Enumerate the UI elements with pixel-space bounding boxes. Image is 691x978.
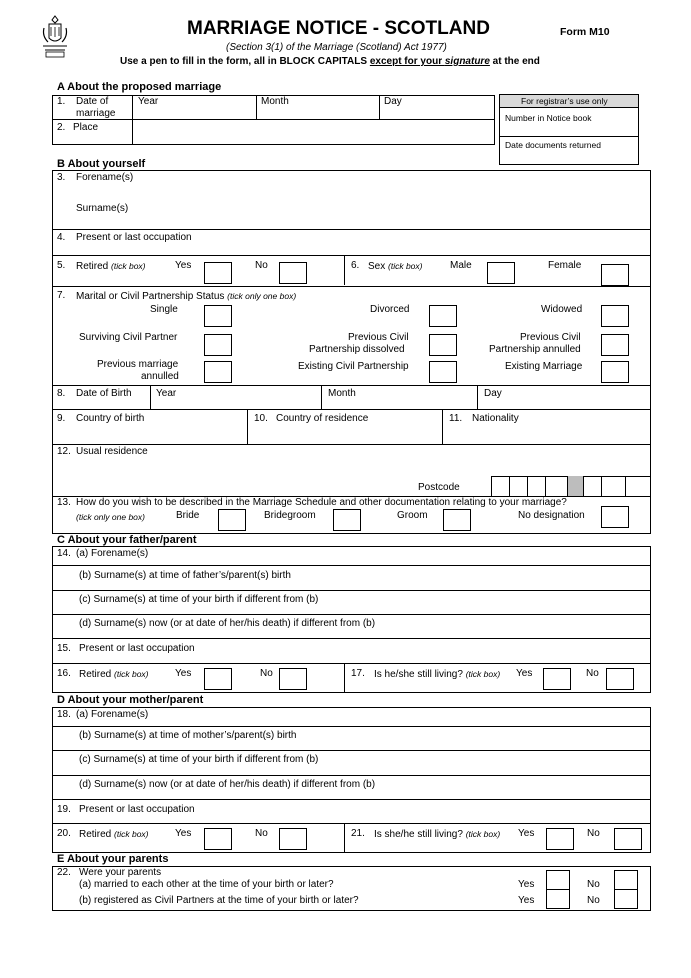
surviving-cp-label: Surviving Civil Partner: [79, 332, 178, 343]
father-surname-now-label[interactable]: (d) Surname(s) now (or at date of her/his death) if different from (b): [79, 618, 376, 629]
q13-question: How do you wish to be described in the Marriage Schedule and other documentation relating to your marriage?: [76, 497, 567, 508]
retired-text: Retired: [76, 261, 109, 272]
dob-label: Date of Birth: [76, 388, 132, 399]
bridegroom-checkbox[interactable]: [333, 509, 361, 531]
marriage-day-field[interactable]: Day: [384, 96, 402, 107]
father-retired-text: Retired: [79, 669, 112, 680]
groom-checkbox[interactable]: [443, 509, 471, 531]
male-checkbox[interactable]: [487, 262, 515, 284]
q3-number: 3.: [57, 172, 66, 183]
dob-year-field[interactable]: Year: [156, 388, 177, 399]
section-e-title: E About your parents: [57, 853, 169, 865]
father-occupation-label[interactable]: Present or last occupation: [79, 643, 195, 654]
mother-living-yes-checkbox[interactable]: [546, 828, 574, 850]
instr-part-a: Use a pen to fill in the form, all in BLOCK CAPITALS: [120, 56, 370, 67]
mother-retired-text: Retired: [79, 829, 112, 840]
parents-cp-no-label: No: [587, 895, 600, 906]
prev-cp-dissolved-checkbox[interactable]: [429, 334, 457, 356]
mother-living-text: Is she/he still living?: [374, 829, 463, 840]
existing-cp-checkbox[interactable]: [429, 361, 457, 383]
father-living-no-label: No: [586, 668, 599, 679]
mother-retired-yes-checkbox[interactable]: [204, 828, 232, 850]
father-living-label: [374, 668, 500, 681]
q16-number: 16.: [57, 668, 71, 679]
mother-tickbox-hint: (tick box): [114, 829, 149, 839]
father-retired-no-checkbox[interactable]: [279, 668, 307, 690]
prev-cp-annulled-label-2: Partnership annulled: [489, 344, 581, 355]
q20-number: 20.: [57, 828, 71, 839]
instr-part-d: at the end: [489, 56, 540, 67]
female-label: Female: [548, 260, 582, 271]
q19-number: 19.: [57, 804, 71, 815]
father-forenames-label[interactable]: (a) Forename(s): [76, 548, 149, 559]
occupation-label[interactable]: Present or last occupation: [76, 232, 192, 243]
prev-cp-annulled-checkbox[interactable]: [601, 334, 629, 356]
father-living-no-checkbox[interactable]: [606, 668, 634, 690]
bride-label: Bride: [176, 510, 200, 521]
q15-number: 15.: [57, 643, 71, 654]
prev-marriage-annulled-checkbox[interactable]: [204, 361, 232, 383]
mother-retired-yes-label: Yes: [175, 828, 192, 839]
dob-day-field[interactable]: Day: [484, 388, 502, 399]
prev-cp-dissolved-label-1: Previous Civil: [348, 332, 409, 343]
instr-part-c: signature: [444, 56, 490, 67]
retired-no-label: No: [255, 260, 268, 271]
postcode-label: Postcode: [418, 482, 460, 493]
section-a-title: A About the proposed marriage: [57, 81, 222, 93]
mother-retired-no-label: No: [255, 828, 268, 839]
father-retired-yes-label: Yes: [175, 668, 192, 679]
marriage-year-field[interactable]: Year: [138, 96, 159, 107]
father-living-yes-checkbox[interactable]: [543, 668, 571, 690]
marriage-place-field[interactable]: [133, 120, 494, 144]
tickbox-hint: (tick box): [111, 261, 146, 271]
parents-cp-label: (b) registered as Civil Partners at the time of your birth or later?: [79, 895, 359, 906]
single-checkbox[interactable]: [204, 305, 232, 327]
postcode-boxes[interactable]: [491, 476, 651, 496]
marriage-month-field[interactable]: Month: [261, 96, 289, 107]
q11-number: 11.: [449, 413, 463, 424]
divorced-checkbox[interactable]: [429, 305, 457, 327]
mother-living-no-checkbox[interactable]: [614, 828, 642, 850]
registrar-date-docs: Date documents returned: [505, 140, 601, 150]
groom-label: Groom: [397, 510, 428, 521]
usual-residence-label[interactable]: Usual residence: [76, 446, 148, 457]
marital-status-label: [76, 290, 296, 303]
q14-number: 14.: [57, 548, 71, 559]
registrar-title: For registrar’s use only: [521, 96, 608, 106]
prev-marriage-annulled-label-2: annulled: [141, 371, 179, 382]
section-c-title: C About your father/parent: [57, 534, 197, 546]
tick-one-hint: (tick only one box): [227, 291, 297, 301]
tickbox-hint-sex: (tick box): [388, 261, 423, 271]
parents-married-no-checkbox[interactable]: [614, 870, 638, 890]
q9-number: 9.: [57, 413, 66, 424]
widowed-label: Widowed: [541, 304, 583, 315]
country-of-birth-label[interactable]: Country of birth: [76, 413, 145, 424]
surnames-label[interactable]: Surname(s): [76, 203, 129, 214]
q17-number: 17.: [351, 668, 365, 679]
retired-yes-checkbox[interactable]: [204, 262, 232, 284]
header-instructions: [120, 56, 540, 68]
mother-retired-label: [79, 828, 149, 841]
sex-text: Sex: [368, 261, 386, 272]
q2-number: 2.: [57, 122, 66, 133]
mother-retired-no-checkbox[interactable]: [279, 828, 307, 850]
mother-surname-your-birth-label[interactable]: (c) Surname(s) at time of your birth if different from (b): [79, 754, 319, 765]
section-b-title: B About yourself: [57, 158, 146, 170]
q12-number: 12.: [57, 446, 71, 457]
royal-arms-crest-icon: [40, 14, 70, 60]
parents-cp-yes-checkbox[interactable]: [546, 889, 570, 909]
retired-yes-label: Yes: [175, 260, 192, 271]
father-retired-yes-checkbox[interactable]: [204, 668, 232, 690]
q10-number: 10.: [254, 413, 268, 424]
country-of-residence-label[interactable]: Country of residence: [276, 413, 369, 424]
q1-number: 1.: [57, 96, 66, 107]
q18-number: 18.: [57, 709, 71, 720]
parents-married-no-label: No: [587, 879, 600, 890]
retired-no-checkbox[interactable]: [279, 262, 307, 284]
forenames-label[interactable]: Forename(s): [76, 172, 134, 183]
parents-married-label: (a) married to each other at the time of your birth or later?: [79, 879, 334, 890]
existing-marriage-checkbox[interactable]: [601, 361, 629, 383]
widowed-checkbox[interactable]: [601, 305, 629, 327]
mother-living-no-label: No: [587, 828, 600, 839]
q22-number: 22.: [57, 867, 71, 878]
female-checkbox[interactable]: [601, 264, 629, 286]
q6-number: 6.: [351, 260, 360, 271]
father-surname-your-birth-label[interactable]: (c) Surname(s) at time of your birth if different from (b): [79, 594, 319, 605]
marital-text: Marital or Civil Partnership Status: [76, 291, 225, 302]
mother-forenames-label[interactable]: (a) Forename(s): [76, 709, 149, 720]
form-number: Form M10: [560, 26, 610, 38]
q5-number: 5.: [57, 260, 66, 271]
bridegroom-label: Bridegroom: [264, 510, 316, 521]
no-designation-checkbox[interactable]: [601, 506, 629, 528]
parents-married-yes-label: Yes: [518, 879, 535, 890]
q8-number: 8.: [57, 388, 66, 399]
existing-cp-label: Existing Civil Partnership: [298, 361, 409, 372]
q1-label-line2: marriage: [76, 108, 116, 119]
existing-marriage-label: Existing Marriage: [505, 361, 583, 372]
prev-marriage-annulled-label-1: Previous marriage: [97, 359, 179, 370]
bride-checkbox[interactable]: [218, 509, 246, 531]
q13-tick-hint: (tick only one box): [76, 512, 145, 522]
mother-occupation-label[interactable]: Present or last occupation: [79, 804, 195, 815]
q13-number: 13.: [57, 497, 71, 508]
q2-label: Place: [73, 122, 99, 133]
father-surname-birth-label[interactable]: (b) Surname(s) at time of father’s/parent(s) birth: [79, 570, 291, 581]
page-title: MARRIAGE NOTICE - SCOTLAND: [187, 18, 490, 39]
q22-question: Were your parents: [79, 867, 162, 878]
divorced-label: Divorced: [370, 304, 410, 315]
mother-living-tick-hint: (tick box): [465, 829, 501, 839]
parents-cp-yes-label: Yes: [518, 895, 535, 906]
prev-cp-annulled-label-1: Previous Civil: [520, 332, 581, 343]
header-subtitle: (Section 3(1) of the Marriage (Scotland) Act 1977): [226, 42, 447, 53]
single-label: Single: [150, 304, 178, 315]
prev-cp-dissolved-label-2: Partnership dissolved: [309, 344, 405, 355]
parents-cp-no-checkbox[interactable]: [614, 889, 638, 909]
sex-label: [368, 260, 423, 273]
q7-number: 7.: [57, 290, 66, 301]
father-living-text: Is he/she still living?: [374, 669, 463, 680]
mother-surname-birth-label[interactable]: (b) Surname(s) at time of mother’s/parent(s) birth: [79, 730, 297, 741]
dob-month-field[interactable]: Month: [328, 388, 356, 399]
father-retired-no-label: No: [260, 668, 273, 679]
instr-part-b: except for your: [369, 56, 445, 67]
mother-living-label: [374, 828, 500, 841]
registrar-notice-number: Number in Notice book: [505, 113, 592, 123]
nationality-label[interactable]: Nationality: [472, 413, 519, 424]
surviving-cp-checkbox[interactable]: [204, 334, 232, 356]
q4-number: 4.: [57, 232, 66, 243]
parents-married-yes-checkbox[interactable]: [546, 870, 570, 890]
section-d-title: D About your mother/parent: [57, 694, 204, 706]
retired-label: [76, 260, 146, 273]
male-label: Male: [450, 260, 472, 271]
q21-number: 21.: [351, 828, 365, 839]
father-tickbox-hint: (tick box): [114, 669, 149, 679]
father-living-tick-hint: (tick box): [465, 669, 501, 679]
father-retired-label: [79, 668, 149, 681]
no-designation-label: No designation: [518, 510, 585, 521]
mother-surname-now-label[interactable]: (d) Surname(s) now (or at date of her/his death) if different from (b): [79, 779, 376, 790]
father-living-yes-label: Yes: [516, 668, 533, 679]
mother-living-yes-label: Yes: [518, 828, 535, 839]
q1-label-line1: Date of: [76, 96, 109, 107]
